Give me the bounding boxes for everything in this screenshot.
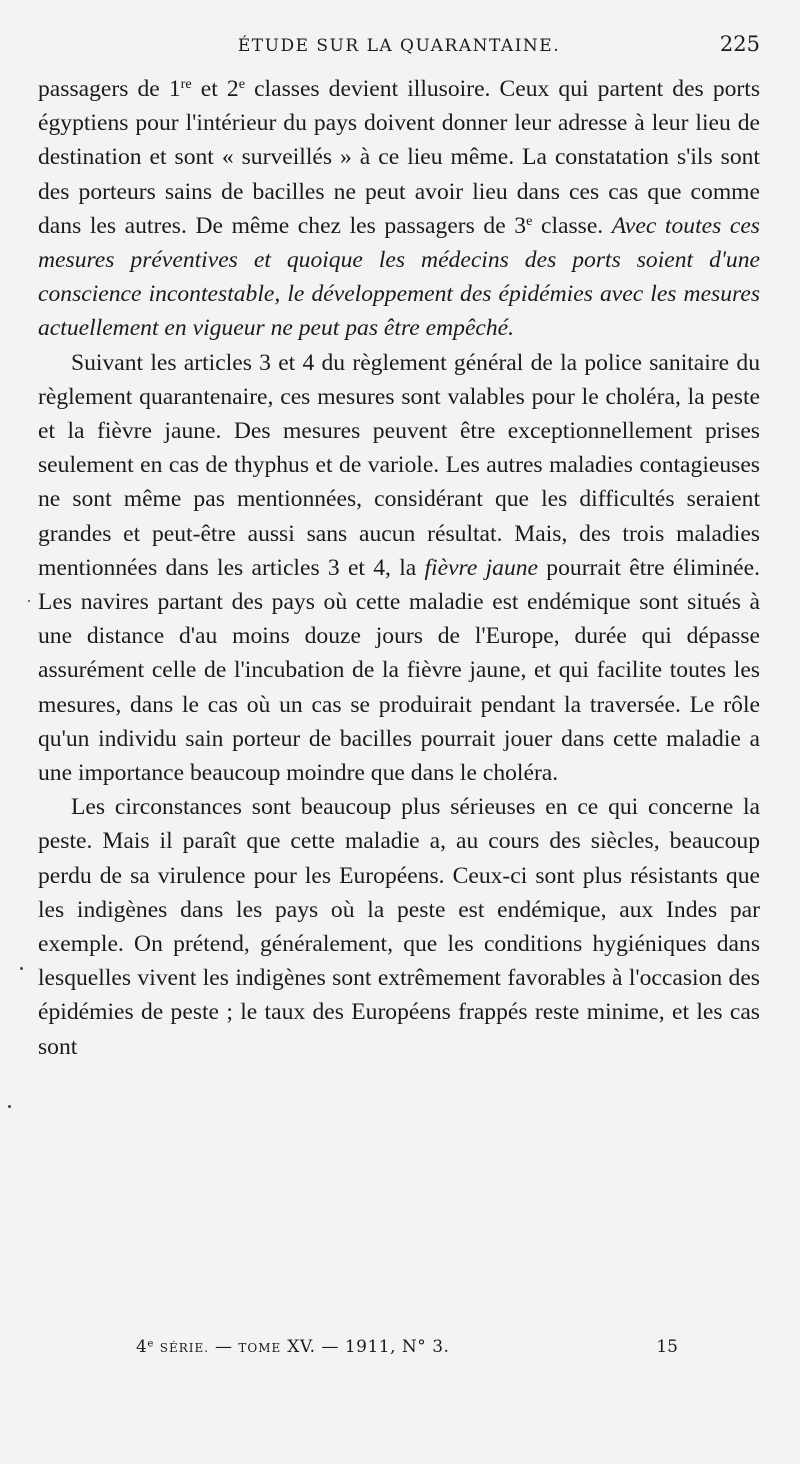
text-run: classe. <box>532 212 612 239</box>
text-run: classes devient illusoire. Ceux qui partent des ports égyptiens pour l'intérieur du pays doivent donner leur adresse à leur lieu de destination et sont « surveillés » à ce lieu même. La constatation s'ils sont des porteurs sains de bacilles ne peut avoir lieu dans ces cas que comme dans les autres. De même chez les passagers de 3 <box>38 76 761 239</box>
superscript: e <box>526 213 533 230</box>
paragraph <box>38 346 760 791</box>
text-run: pourrait être éliminée. Les navires partant des pays où cette maladie est endémique sont situés à une distance d'au moins douze jours de l'Europe, durée qui dépasse assurément celle de l'incubation de la fièvre jaune, et qui facilite toutes les mesures, dans le cas où un cas se produirait pendant la traversée. Le rôle qu'un individu sain porteur de bacilles pourrait jouer dans cette maladie a une importance beaucoup moindre que dans le choléra. <box>38 554 760 787</box>
dash: — <box>215 1337 233 1357</box>
superscript: re <box>180 76 192 93</box>
paragraph <box>38 790 760 1064</box>
text-run: passagers de 1 <box>38 76 181 102</box>
running-title: ÉTUDE SUR LA QUARANTAINE. <box>237 36 561 56</box>
tome-word: TOME <box>238 1341 282 1355</box>
speck <box>28 600 30 602</box>
volume-info: XV. — 1911, N° 3. <box>287 1337 450 1357</box>
speck <box>20 967 23 970</box>
signature-mark: 15 <box>656 1337 678 1357</box>
running-head <box>38 28 760 72</box>
paragraph <box>38 72 760 346</box>
document-page <box>38 28 760 1448</box>
series-line <box>136 1337 449 1357</box>
text-run: Les circonstances sont beaucoup plus sérieuses en ce qui concerne la peste. Mais il paraît que cette maladie a, au cours des siècles, beaucoup perdu de sa virulence pour les Européens. Ceux-ci sont plus résistants que les indigènes dans les pays où la peste est endémique, aux Indes par exemple. On prétend, généralement, que les conditions hygiéniques dans lesquelles vivent les indigènes sont extrêmement favorables à l'occasion des épidémies de peste ; le taux des Européens frappés reste minime, et les cas sont <box>38 794 760 1060</box>
series-number: 4 <box>136 1337 148 1357</box>
text-run: et 2 <box>191 76 239 102</box>
italic-text: fièvre jaune <box>424 554 539 581</box>
page-number: 225 <box>719 32 760 56</box>
series-word: SÉRIE. <box>159 1341 210 1355</box>
body-text <box>38 72 760 1064</box>
speck <box>8 1105 11 1108</box>
text-run: Suivant les articles 3 et 4 du règlement général de la police sanitaire du règlement quarantenaire, ces mesures sont valables pour le choléra, la peste et la fièvre jaune. Des mesures peuvent être exceptionnellement prises seulement en cas de thyphus et de variole. Les autres maladies contagieuses ne sont même pas mentionnées, considérant que les difficultés seraient grandes et peut-être aussi sans aucun résultat. Mais, des trois maladies mentionnées dans les articles 3 et 4, la <box>38 349 760 581</box>
italic-text: Avec toutes ces mesures préventives et quoique les médecins des ports soient d'une conscience incontestable, le développement des épidémies avec les mesures actuellement en vigueur ne peut pas être empêché. <box>38 212 760 342</box>
series-sup: e <box>147 1338 154 1350</box>
superscript: e <box>238 76 245 93</box>
page-footer <box>38 1337 760 1367</box>
